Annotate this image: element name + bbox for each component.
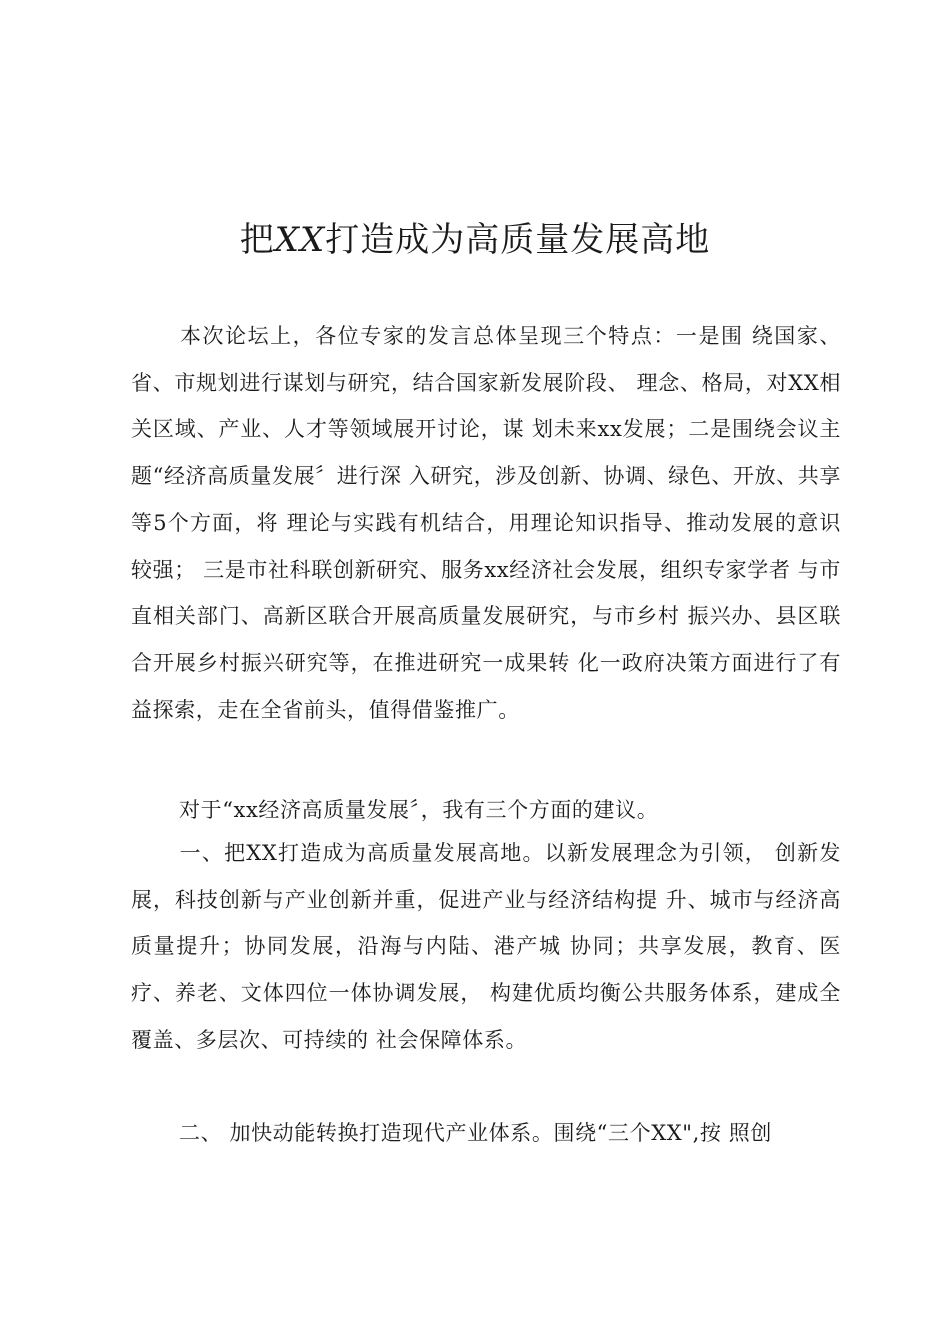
paragraph-intro-suggestions-text: 对于“xx经济高质量发展〞，我有三个方面的建议。: [179, 798, 659, 822]
paragraph-suggestion-two: [131, 1110, 841, 1157]
paragraph-suggestion-two-text: 二、 加快动能转换打造现代产业体系。围绕“三个XX",按 照创: [179, 1121, 772, 1145]
paragraph-summary-text: 本次论坛上，各位专家的发言总体呈现三个特点：一是围 绕国家、省、市规划进行谋划与研究，结合国家新发展阶段、 理念、格局，对XX相关区域、产业、人才等领域展开讨论，谋 划未来xx发展；二是围绕会议主题“经济高质量发展〞进行深 入研究，涉及创新、协调、绿色、开放、共享等5个方面，将 理论与实践有机结合，用理论知识指导、推动发展的意识较强； 三是市社科联创新研究、服务xx经济社会发展，组织专家学者 与市直相关部门、高新区联合开展高质量发展研究，与市乡村 振兴办、县区联合开展乡村振兴研究等，在推进研究一成果转 化一政府决策方面进行了有益探索，走在全省前头，值得借鉴推广。: [131, 324, 841, 722]
page-title: [0, 214, 950, 266]
title-prefix: 把: [239, 220, 275, 260]
title-suffix: 打造成为高质量发展高地: [325, 220, 711, 260]
paragraph-suggestion-one-text: 一、把XX打造成为高质量发展高地。以新发展理念为引领， 创新发展，科技创新与产业创新并重，促进产业与经济结构提 升、城市与经济高质量提升；协同发展，沿海与内陆、港产城 协同；共享发展，教育、医疗、养老、文体四位一体协调发展， 构建优质均衡公共服务体系，建成全覆盖、多层次、可持续的 社会保障体系。: [131, 841, 841, 1052]
title-italic-xx: XX: [274, 220, 326, 260]
paragraph-suggestion-one: [131, 830, 841, 1064]
paragraph-summary: [131, 313, 841, 733]
paragraph-intro-suggestions: [131, 787, 841, 834]
